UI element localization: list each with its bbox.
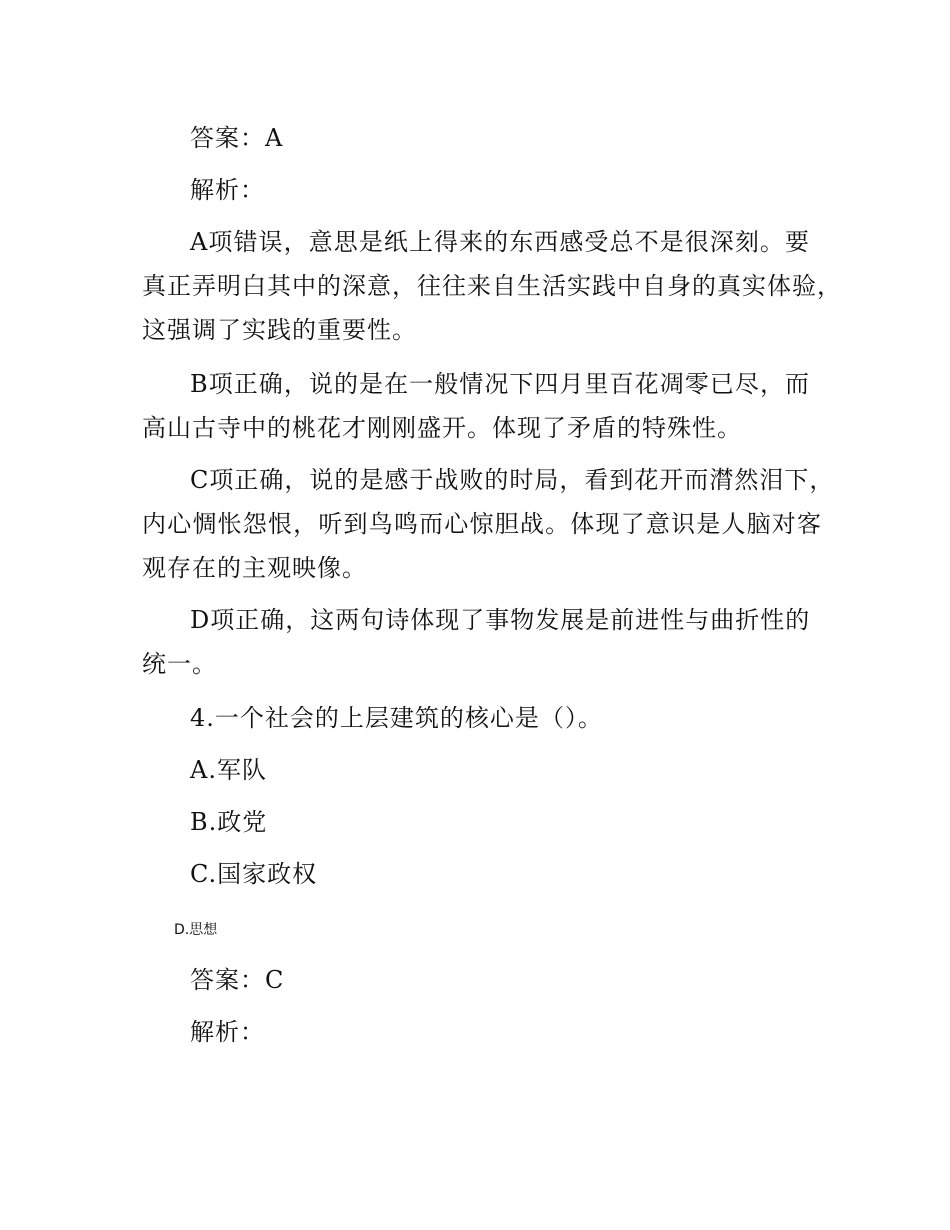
q4-option-a: A.军队: [190, 756, 267, 784]
q3-option-c-analysis-line-2: 内心惆怅怨恨，听到鸟鸣而心惊胆战。体现了意识是人脑对客: [142, 510, 822, 538]
q3-option-c-analysis-line-1: C项正确，说的是感于战败的时局，看到花开而潸然泪下，: [190, 466, 835, 494]
q3-option-b-analysis-line-1: B项正确，说的是在一般情况下四月里百花凋零已尽，而: [190, 370, 810, 398]
q4-answer: 答案：C: [190, 966, 285, 994]
q3-option-c-analysis-line-3: 观存在的主观映像。: [142, 554, 367, 582]
q3-option-a-analysis-line-3: 这强调了实践的重要性。: [142, 316, 417, 344]
q3-option-d-analysis-line-2: 统一。: [142, 650, 217, 678]
q4-option-d: D.思想: [174, 922, 218, 938]
q4-question: 4.一个社会的上层建筑的核心是（）。: [190, 704, 603, 732]
q3-option-d-analysis-line-1: D项正确，这两句诗体现了事物发展是前进性与曲折性的: [190, 606, 811, 634]
q4-option-b: B.政党: [190, 808, 268, 836]
q3-option-a-analysis-line-2: 真正弄明白其中的深意，往往来自生活实践中自身的真实体验，: [142, 272, 842, 300]
q4-option-c: C.国家政权: [190, 860, 318, 888]
q4-analysis-label: 解析：: [190, 1018, 265, 1046]
q3-option-a-analysis-line-1: A项错误，意思是纸上得来的东西感受总不是很深刻。要: [190, 228, 810, 256]
q3-option-b-analysis-line-2: 高山古寺中的桃花才刚刚盛开。体现了矛盾的特殊性。: [142, 414, 742, 442]
q3-analysis-label: 解析：: [190, 176, 265, 204]
q3-answer: 答案：A: [190, 124, 284, 152]
